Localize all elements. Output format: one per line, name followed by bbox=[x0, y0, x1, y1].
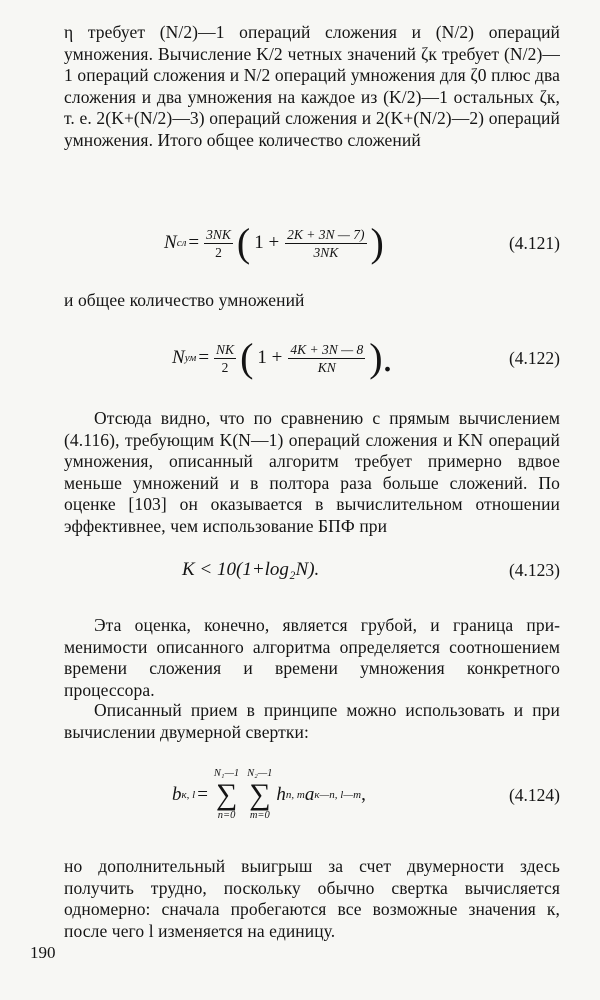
eq124-sum2-upper: N₂—1 bbox=[247, 768, 273, 779]
eq124-tail: , bbox=[361, 784, 366, 805]
eq121-frac1-den: 2 bbox=[215, 244, 222, 260]
eq124-sum-m bbox=[247, 768, 272, 822]
eq121-one-plus: 1 + bbox=[254, 232, 280, 253]
eq122-one-plus: 1 + bbox=[257, 347, 283, 368]
equation-4-124 bbox=[64, 760, 560, 830]
eq124-lhs-sub: к, l bbox=[181, 789, 196, 801]
eq122-close-paren: ). bbox=[369, 335, 393, 380]
equation-4-122 bbox=[64, 328, 560, 388]
paragraph-3: Отсюда видно, что по сравнению с прямым вычислением (4.116), требующим K(N—1) операций сложения и KN операций умножения, описанный алгоритм требует примерно вдвое меньше умножений и в полтора раза больше сложений. По оценке [103] он оказывается в вычислительном отношении эффективнее, чем использование БПФ при bbox=[64, 408, 560, 536]
eq122-frac1 bbox=[214, 342, 236, 375]
eq124-number: (4.124) bbox=[508, 784, 560, 805]
paragraph-2: и общее количество умножений bbox=[64, 290, 305, 310]
eq121-number: (4.121) bbox=[508, 232, 560, 253]
paragraph-4: Эта оценка, конечно, является грубой, и граница применимости описанного алгоритма определяется соотношением времени сложения и времени умножения конкретного процессора. bbox=[64, 615, 560, 700]
eq124-sum-n bbox=[214, 768, 239, 822]
eq121-lhs-sub: сл bbox=[176, 237, 187, 249]
eq122-frac2-num: 4K + 3N — 8 bbox=[290, 341, 364, 357]
eq121-open-paren: ( bbox=[236, 220, 251, 265]
eq124-term1: h bbox=[276, 784, 286, 805]
eq122-frac2 bbox=[288, 342, 365, 375]
eq124-term2: a bbox=[304, 784, 315, 805]
eq122-open-paren: ( bbox=[240, 335, 254, 380]
eq122-frac2-den: KN bbox=[317, 359, 336, 375]
eq121-close-paren: ) bbox=[370, 220, 384, 265]
eq124-sum1-lower: n=0 bbox=[217, 810, 236, 821]
eq121-frac2 bbox=[285, 227, 366, 260]
paragraph-5: Описанный прием в принципе можно использовать и при вычислении двумерной свертки: bbox=[64, 700, 560, 742]
eq122-frac1-den: 2 bbox=[221, 359, 229, 375]
equation-4-123 bbox=[64, 552, 560, 588]
eq121-frac1 bbox=[204, 227, 233, 260]
eq121-frac1-num: 3NK bbox=[206, 226, 231, 242]
eq122-equals: = bbox=[198, 347, 210, 368]
eq124-lhs: b bbox=[172, 784, 182, 805]
paragraph-1: η требует (N/2)—1 операций сложения и (N/2) операций умножения. Вычисление K/2 четных значений ζк требует (N/2)—1 операций сложения и N/2 операций умножения для ζ0 плюс два сложения и два умножения на каждое из (K/2)—1 остальных ζк, т. е. 2(K+(N/2)—3) операций сложения и 2(K+(N/2)—2) операций умножения. Итого общее количество сложений bbox=[64, 22, 560, 150]
eq121-frac2-num: 2K + 3N — 7) bbox=[287, 226, 365, 242]
eq124-sum1-upper: N₁—1 bbox=[213, 768, 240, 779]
eq122-lhs: N bbox=[172, 347, 185, 368]
eq122-frac1-num: NK bbox=[216, 341, 235, 357]
eq123-body: K < 10(1+log₂N). bbox=[182, 559, 320, 580]
paragraph-6: но дополнительный выигрыш за счет двумерности здесь получить трудно, поскольку обычно свертка вычисляется одномерно: сначала пробегаются все возможные значения к, после чего l изменяется на единицу. bbox=[64, 856, 560, 941]
sigma-icon: ∑ bbox=[215, 778, 238, 811]
equation-4-121 bbox=[64, 213, 560, 273]
eq124-equals: = bbox=[197, 784, 208, 805]
page-number: 190 bbox=[30, 943, 56, 962]
eq124-term1-sub: n, m bbox=[285, 789, 305, 801]
eq122-number: (4.122) bbox=[508, 347, 560, 368]
eq121-frac2-den: 3NK bbox=[313, 244, 339, 260]
eq124-sum2-lower: m=0 bbox=[249, 810, 270, 821]
sigma-icon: ∑ bbox=[249, 778, 271, 811]
eq124-term2-sub: к—n, l—m bbox=[314, 789, 362, 801]
eq122-lhs-sub: ум bbox=[184, 352, 197, 364]
eq121-equals: = bbox=[188, 232, 200, 253]
eq123-number: (4.123) bbox=[508, 559, 560, 580]
eq121-lhs: N bbox=[164, 232, 177, 253]
